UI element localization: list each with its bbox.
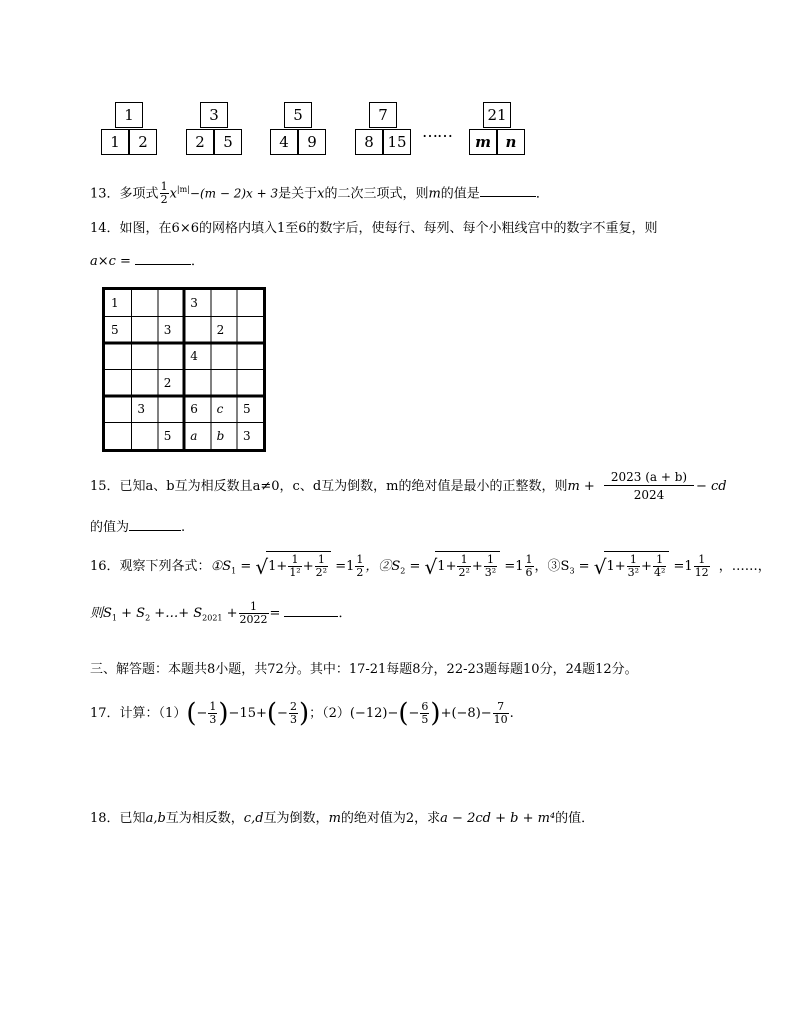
sudoku-cell: 3 [243, 428, 251, 443]
question-14: 14．如图，在6×6的网格内填入1至6的数字后，使每行、每列、每个小粗线宫中的数字不重复，则 [90, 221, 658, 236]
section-3-header: 三、解答题：本题共8小题，共72分。其中：17-21每题8分，22-23题每题10分，24题12分。 [90, 662, 638, 677]
pyramid-cell-right: 9 [298, 129, 326, 155]
sudoku-cell: 5 [111, 322, 119, 337]
pyramid-cell-top: 3 [200, 102, 228, 128]
pyramid-cell-top: 1 [115, 102, 143, 128]
pyramid-cell-top: 5 [284, 102, 312, 128]
q13-answer-blank[interactable] [480, 182, 536, 197]
question-14-line2: a×c = ． [90, 250, 204, 271]
pyramid-cell-top: 21 [483, 102, 511, 128]
pyramid-cell-top: 7 [369, 102, 397, 128]
question-15-line2: 的值为 . [90, 516, 185, 537]
sudoku-cell: 2 [163, 375, 172, 390]
pyramid-cell-right: 2 [129, 129, 157, 155]
sudoku-cell: 5 [243, 402, 251, 416]
sudoku-cell: 6 [190, 402, 198, 416]
q16-sqrt-1: 1+ $\frac{1}{\text{1²}}$ + $\frac{1}{\text{2²}}$ [266, 551, 331, 582]
pyramid-cell-right: n [497, 129, 525, 155]
q16-sqrt-2: 1+ $\frac{1}{\text{2²}}$ + $\frac{1}{\text{3²}}$ [435, 551, 500, 582]
pyramid-cell-left: 4 [270, 129, 298, 155]
question-16: 16．观察下列各式：$①S_1 = √1+$ $\frac{1}{\text{1²}}$ + $\frac{1}{\text{2²}}$ =1 $\frac{1}{2}$ ，$②S_2 = √1+$ $\frac{1}{\text{2²}}$ + $\frac{1}{\text{3²}}$ =1 $\frac{1}{6}$ ，$③S_3 = √1+$ $\frac{1}{\text{3²}}$ + $\frac{1}{\text{4²}}$ =1 $\frac{1}{12}$ ，……， [90, 551, 771, 587]
sudoku-cell: a [190, 428, 198, 443]
sudoku-cell: 5 [163, 428, 172, 443]
sudoku-cell: 3 [190, 296, 198, 310]
question-18: 18．已知a,b互为相反数，c,d互为倒数，m的绝对值为2，求a − 2cd + b + m⁴的值． [90, 811, 595, 826]
q15-fraction: 2023 (a + b) 2024 [604, 470, 694, 502]
pyramid-cell-left: 8 [355, 129, 383, 155]
question-13: 13．多项式 $\frac{1}{2}$ $x^{|m|}-(m - 2)x + 3$是关于x的二次三项式，则m的值是 ． [90, 180, 549, 207]
pyramid-cell-left: m [469, 129, 497, 155]
sudoku-cell: 1 [111, 296, 119, 310]
sudoku-cell: 4 [190, 349, 198, 363]
q15-answer-blank[interactable] [129, 516, 181, 531]
q13-text: 多项式 [119, 186, 159, 202]
ellipsis: …… [422, 122, 452, 141]
pyramid-cell-right: 5 [214, 129, 242, 155]
q13-number: 13． [90, 186, 120, 202]
q15-tail: − cd [696, 479, 727, 494]
pyramid-cell-left: 1 [101, 129, 129, 155]
sudoku-cell: b [216, 428, 225, 443]
pyramid-cell-left: 2 [186, 129, 214, 155]
pyramid-cell-right: 15 [383, 129, 411, 155]
q13-fraction: $\frac{1}{2}$ [160, 180, 168, 207]
question-15: 15．已知a、b互为相反数且a≠0，c、d互为倒数，m的绝对值是最小的正整数，则m + [90, 479, 595, 494]
q16-sqrt-3: 1+ $\frac{1}{\text{3²}}$ + $\frac{1}{\text{4²}}$ [604, 551, 669, 582]
sudoku-cell: c [216, 402, 224, 416]
sudoku-cell: 3 [163, 322, 172, 337]
question-16-line2: 则$S_1 + S_2$ +…+ $S_{2021}$ + $\frac{1}{2022}$ = ． [90, 600, 352, 626]
q14-answer-blank[interactable] [135, 250, 191, 265]
sudoku-grid [102, 287, 266, 452]
sudoku-cell: 2 [216, 322, 225, 337]
sudoku-cell: 3 [137, 402, 146, 416]
q16-answer-blank[interactable] [284, 602, 338, 617]
question-17: 17．计算：（1）(− $\frac{1}{3}$ )−15+(− $\frac{2}{3}$ )；（2）(−12)−(− $\frac{6}{5}$ )+(−8)− $\frac{7}{10}$ . [90, 698, 514, 729]
